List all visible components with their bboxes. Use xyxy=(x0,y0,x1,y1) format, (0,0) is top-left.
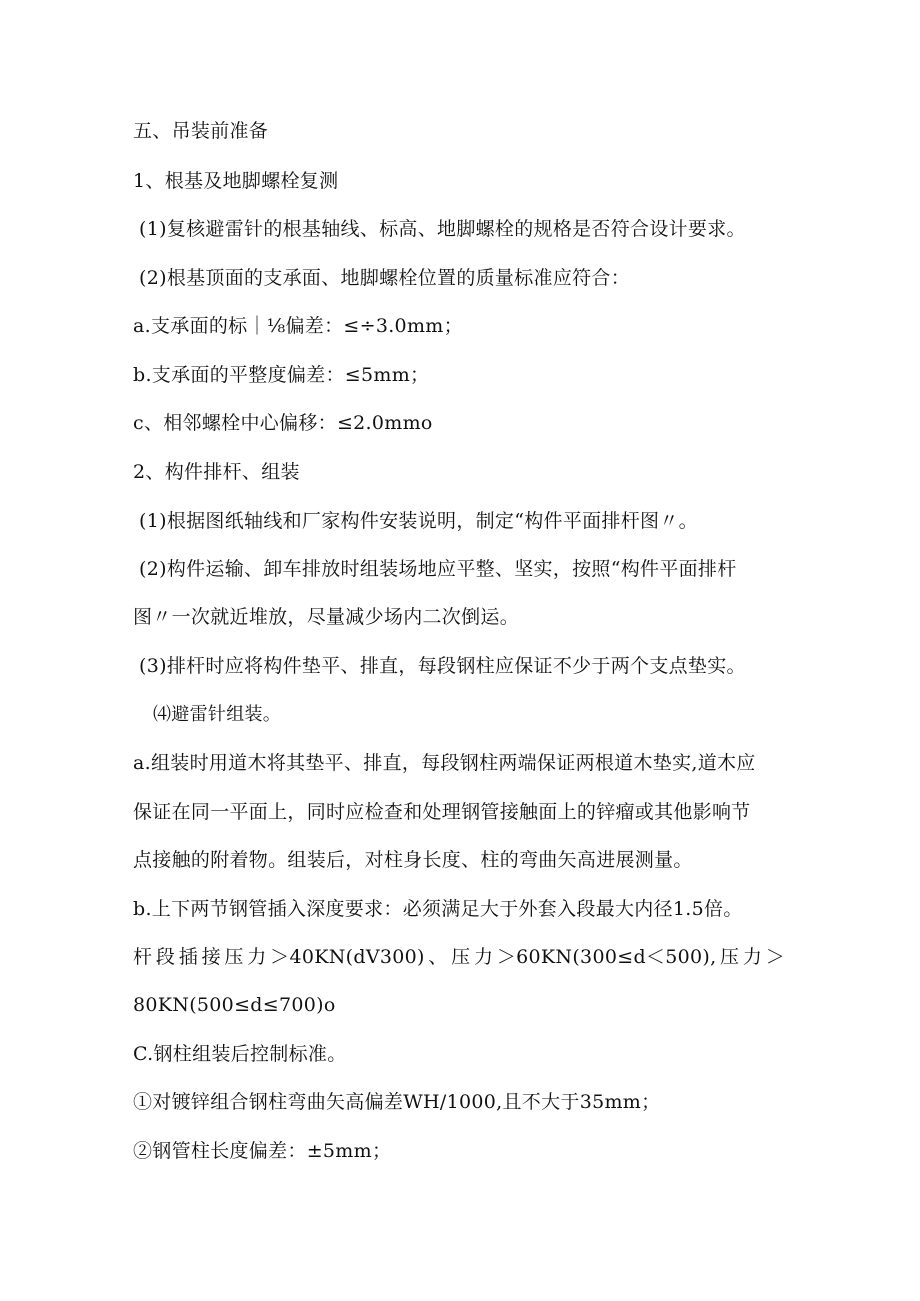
paragraph-line: (2)根基顶面的支承面、地脚螺栓位置的质量标准应符合： xyxy=(139,267,631,289)
paragraph-line: 80KN(500≤d≤700)o xyxy=(133,994,336,1016)
paragraph-line: C.钢柱组装后控制标准。 xyxy=(133,1043,347,1065)
paragraph-line: (3)排杆时应将构件垫平、排直，每段钢柱应保证不少于两个支点垫实。 xyxy=(139,655,746,677)
list-item-a: a.支承面的标｜⅛偏差：≤÷3.0mm； xyxy=(133,315,463,337)
paragraph-line: 保证在同一平面上，同时应检查和处理钢管接触面上的锌瘤或其他影响节 xyxy=(133,801,751,823)
paragraph-line: 图〃一次就近堆放，尽量减少场内二次倒运。 xyxy=(133,606,520,628)
section-heading: 五、吊装前准备 xyxy=(133,120,269,142)
list-item-b: b.支承面的平整度偏差：≤5mm； xyxy=(133,364,430,386)
paragraph-line: (1)根据图纸轴线和厂家构件安装说明，制定“构件平面排杆图〃。 xyxy=(139,510,698,532)
paragraph-line: a.组装时用道木将其垫平、排直，每段钢柱两端保证两根道木垫实,道木应 xyxy=(133,752,756,774)
list-item-c: c、相邻螺栓中心偏移：≤2.0mmo xyxy=(133,412,433,434)
paragraph-line: ②钢管柱长度偏差：±5mm； xyxy=(133,1140,392,1162)
paragraph-line: ⑷避雷针组装。 xyxy=(153,704,282,725)
paragraph-line: b.上下两节钢管插入深度要求：必须满足大于外套入段最大内径1.5倍。 xyxy=(133,898,743,920)
paragraph-line: (2)构件运输、卸车排放时组装场地应平整、坚实，按照“构件平面排杆 xyxy=(139,558,737,580)
paragraph-line: 杆段插接压力＞40KN(dV300)、压力＞60KN(300≤d＜500),压力＞ xyxy=(133,946,785,968)
subsection-heading-1: 1、根基及地脚螺栓复测 xyxy=(133,170,339,192)
paragraph-line: ①对镀锌组合钢柱弯曲矢高偏差WH/1000,且不大于35mm； xyxy=(133,1091,661,1113)
paragraph-line: (1)复核避雷针的根基轴线、标高、地脚螺栓的规格是否符合设计要求。 xyxy=(139,218,746,240)
subsection-heading-2: 2、构件排杆、组装 xyxy=(133,461,300,483)
paragraph-line: 点接触的附着物。组装后，对柱身长度、柱的弯曲矢高进展测量。 xyxy=(133,849,693,871)
